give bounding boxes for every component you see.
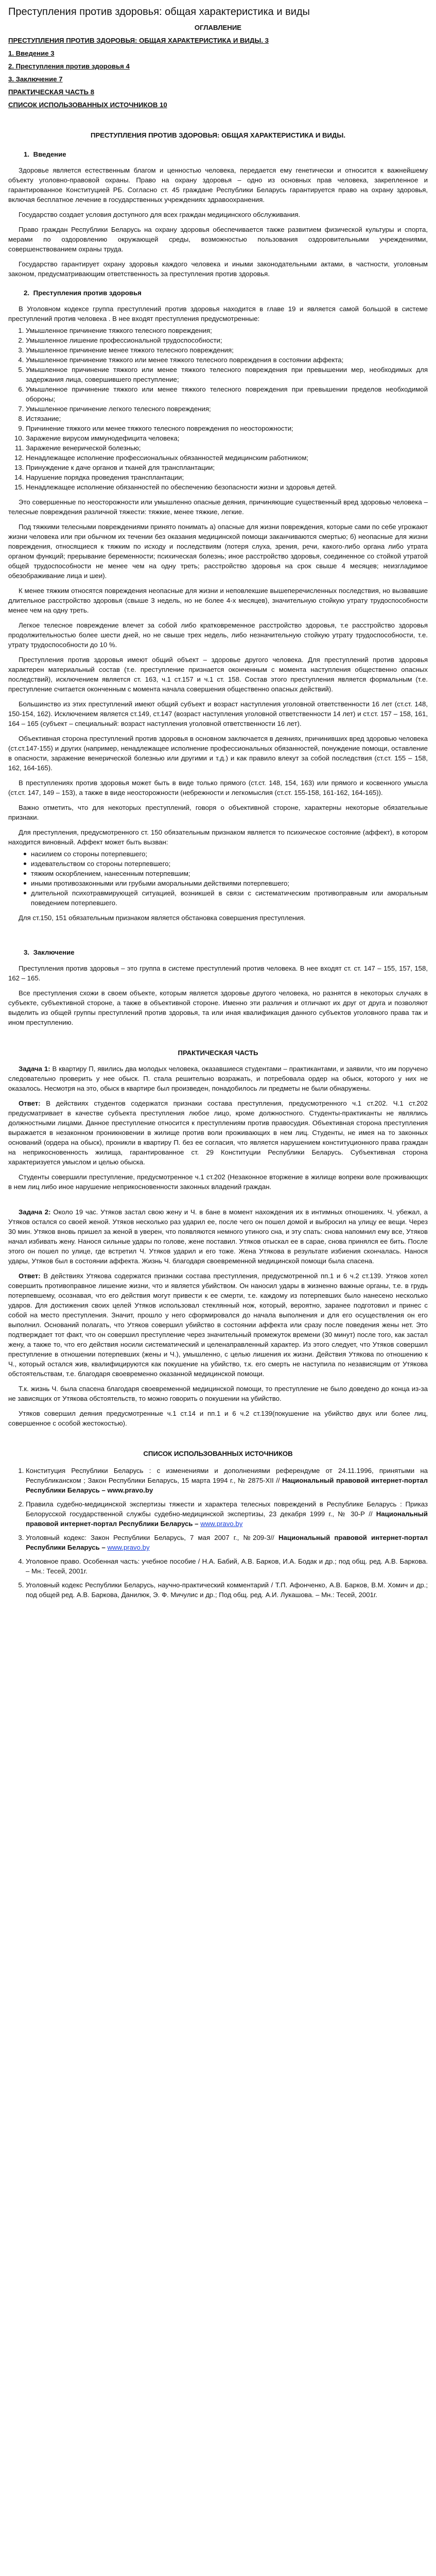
crimes-list [8, 326, 428, 492]
toc-link-crimes[interactable]: 2. Преступления против здоровья 4 [8, 62, 130, 70]
list-item: 12. Ненадлежащее исполнение профессиональных обязанностей медицинским работником; [26, 453, 428, 463]
affect-causes-list [8, 849, 428, 908]
list-item: 7. Умышленное причинение легкого телесного повреждения; [26, 404, 428, 414]
list-item: 6. Умышленное причинение тяжкого или менее тяжкого телесного повреждения при превышении пределов необходимой обороны; [26, 384, 428, 404]
crimes-number: 2. [24, 289, 29, 297]
paragraph: Это совершенные по неосторожности или умышленно опасные деяния, причиняющие существенный вред здоровью человека – телесные повреждения различной тяжести: тяжкие, менее тяжкие, легкие. [8, 498, 428, 516]
toc-link-practice[interactable]: ПРАКТИЧЕСКАЯ ЧАСТЬ 8 [8, 88, 95, 96]
paragraph: В преступлениях против здоровья может быть в виде только прямого (ст.ст. 148, 154, 163) или прямого и косвенного умысла (ст.ст. 147, 149 – 153), а также в виде неосторожности (небрежности и легкомыслия (ст.ст. 155-158, 161-162, 164-165)). [8, 779, 428, 796]
source-link[interactable]: www.pravo.by [107, 1544, 150, 1551]
main-heading: ПРЕСТУПЛЕНИЯ ПРОТИВ ЗДОРОВЬЯ: ОБЩАЯ ХАРАКТЕРИСТИКА И ВИДЫ. [90, 131, 345, 139]
table-of-contents [8, 23, 428, 110]
answer-2-text: В действиях Утякова содержатся признаки состава преступления, предусмотренной пп.1 и 6 ч.2 ст.139. Утяков хотел совершить противоправное лишение жизни, что и является убийством. Он наносил удары в жизненно важные органы, т.е. в грудь потерпевшему, осознавая, что его действия могут привести к ее смерти, т.е. каждому из потерпевших было нанесено несколько ударов. Для достижения своих целей Утяков использовал стеклянный нож, который, вероятно, заранее подготовил и принес с собой на место преступления. Значит, прошло у него сформировался до начала выполнения и для его осуществления он его выполнил. Оснований полагать, что Утяков совершил убийство в состоянии аффекта или сразу после поведения жены нет. Это подтверждает тот факт, что он совершил преступление через значительный промежуток времени (30 минут) после того, как застал жену, а также то, что его действия носили систематический и целенаправленный характер. Из этого следует, что Утяков совершил преступление в отношении потерпевших (жены и Ч.), умышленно, с целью лишения их жизни. Действия Утякова по отношению к Ч., который остался жив, квалифицируются как покушение на убийство, т.к. его смерть не наступила по независящим от Утякова обстоятельствам, т.е. благодаря своевременно оказанной медицинской помощи. [8, 1272, 428, 1378]
paragraph: Объективная сторона преступлений против здоровья в основном заключается в деяниях, причинивших вред здоровью человека (ст.ст.147-155) и других (например, ненадлежащее исполнение профессиональных обязанностей, понуждение помощи, оставление в опасности, заражение венерической болезнью или другими и т.д.) и как правило влекут за собой последствия (ст.ст. 155 – 158, 162, 164-165). [8, 735, 428, 772]
paragraph: Под тяжкими телесными повреждениями принято понимать а) опасные для жизни повреждения, которые сами по себе угрожают жизни человека или при обычном их течении без оказания медицинской помощи заканчиваются смертью; б) неопасные для жизни повреждения, относящиеся к тяжким по исходу и последствиям (потеря слуха, зрения, речи, какого-либо органа либо утрата органом функций; прерывание беременности; психическая болезнь; иное расстройство здоровья, соединенное со стойкой утратой общей трудоспособности не менее чем на одну треть; расстройство здоровья на срок свыше 4 месяцев; неизгладимое обезображивание лица и шеи). [8, 523, 428, 580]
answer-2-label: Ответ: [19, 1272, 41, 1280]
list-item: 9. Причинение тяжкого или менее тяжкого телесного повреждения по неосторожности; [26, 423, 428, 433]
paragraph: Преступления против здоровья имеют общий объект – здоровье другого человека. Для преступлений против здоровья характерен материальный состав (т.е. преступление признается оконченным с момента наступления общественно опасных последствий), исключением является ст. 163, ч.1 ст.157 и ч.1 ст. 158. Состав этого преступления является формальным (т.е. преступление считается оконченным с момента начала совершения общественно опасных действий). [8, 656, 428, 693]
list-item: 1. Умышленное причинение тяжкого телесного повреждения; [26, 326, 428, 335]
list-item: 2. Умышленное лишение профессиональной трудоспособности; [26, 335, 428, 345]
conclusion-number: 3. [24, 948, 29, 956]
paragraph: Все преступления схожи в своем объекте, которым является здоровье другого человека, но разнятся в некоторых случаях в субъекте, субъективной стороне, а также в объективной стороне. Именно эти различия и отличают их друг от друга и позволяют выделить из общей группы преступлений против здоровья, та или иная квалификация данного субъектов уголовного права так и ином преступлению. [8, 989, 428, 1026]
list-item: 11. Заражение венерической болезнью; [26, 443, 428, 453]
source-text: Правила судебно-медицинской экспертизы тяжести и характера телесных повреждений в Республике Беларусь : Приказ Белорусской государственной службы судебно-медицинской экспертизы, 23 декабря 1999 г., № 30-Р // [26, 1500, 428, 1518]
paragraph: Легкое телесное повреждение влечет за собой либо кратковременное расстройство здоровья, т.е расстройство здоровья продолжительностью более шести дней, но не свыше трех недель, либо незначительную стойкую утрату трудоспособности, т.е. утрату трудоспособности до 10 %. [8, 621, 428, 649]
crimes-title: Преступления против здоровья [33, 289, 142, 297]
toc-link-sources[interactable]: СПИСОК ИСПОЛЬЗОВАННЫХ ИСТОЧНИКОВ 10 [8, 101, 167, 109]
paragraph: Большинство из этих преступлений имеют общий субъект и возраст наступления уголовной ответственности 16 лет (ст.ст. 148, 150-154, 162). Исключением является ст.149, ст.147 (возраст наступления уголовной ответственности 14 лет) и ст.ст. 157 – 158, 161, 164 – 165 (субъект – специальный: возраст наступления уголовной ответственности 16 лет). [8, 700, 428, 727]
paragraph: Студенты совершили преступление, предусмотренное ч.1 ст.202 (Незаконное вторжение в жилище вопреки воле проживающих в нем лиц либо иное нарушение неприкосновенности законных владений граждан. [8, 1173, 428, 1191]
list-item: 4. Умышленное причинение тяжкого или менее тяжкого телесного повреждения в состоянии аффекта; [26, 355, 428, 365]
paragraph: К менее тяжким относятся повреждения неопасные для жизни и неповлекшие вышеперечисленных последствия, но вызвавшие длительное расстройство здоровья (свыше 3 недель, но не более 4-х месяцев), значительную стойкую утрату трудоспособности менее чем на одну треть. [8, 587, 428, 614]
task-1-text: В квартиру П, явились два молодых человека, оказавшиеся студентами – практикантами, и заявили, что им поручено следовательно проверить у нее обыск. П. стала решительно возражать, и потребовала ордер на обыск, которого у них не оказалось. Несмотря на это, обыск в квартире был произведен, понадобилось ли предметы не были обнаружены. [8, 1065, 428, 1092]
list-item: длительной психотравмирующей ситуацией, возникшей в связи с систематическим противоправным или аморальным поведением потерпевшего. [31, 889, 428, 907]
source-item [26, 1499, 428, 1529]
paragraph: В Уголовном кодексе группа преступлений против здоровья находится в главе 19 и является самой большой в системе преступлений против человека . В нее входят преступления предусмотренные: [8, 305, 428, 323]
paragraph: Здоровье является естественным благом и ценностью человека, передается ему генетически и относится к важнейшему объекту уголовно-правовой охраны. Право на охрану здоровья – одно из основных прав человека, закрепленное и гарантированное Конституцией РБ. Согласно ст. 45 граждане Республики Беларусь гарантируется право на охрану здоровья, включая бесплатное лечение в государственных учреждениях здравоохранения. [8, 166, 428, 204]
task-2-text: Около 19 час. Утяков застал свою жену и Ч. в бане в момент нахождения их в интимных отношениях. Ч. убежал, а Утяков остался со своей женой. Утяков несколько раз ударил ее, после чего он пошел домой и выбросил на улицу ее вещи. Через 30 мин. Утяков вновь пришел за женой в уверен, что появляются немного утиного сна, и эту спать: снова напомнил ему все, Утяков начал избивать жену. Нанося сильные удары по голове, жене поставил. Утяков отыскал ее в сарае, снова принялся ее бить. После этого он пошел по улице, где встретил Ч. Утяков ударил и его тоже. Жена Утякова в результате избиения скончалась. Нанося удары, Утяков был в состоянии аффекта. Жизнь Ч. благодаря своевременной медицинской помощи была спасена. [8, 1208, 428, 1265]
list-item: издевательством со стороны потерпевшего; [31, 859, 428, 869]
intro-title: Введение [33, 150, 66, 158]
practice-heading: ПРАКТИЧЕСКАЯ ЧАСТЬ [178, 1049, 258, 1057]
list-item: насилием со стороны потерпевшего; [31, 849, 428, 859]
list-item: 10. Заражение вирусом иммунодефицита человека; [26, 433, 428, 443]
task-1 [8, 1064, 428, 1093]
conclusion-title: Заключение [33, 948, 75, 956]
sources-heading: СПИСОК ИСПОЛЬЗОВАННЫХ ИСТОЧНИКОВ [143, 1450, 293, 1458]
paragraph: Государство создает условия доступного для всех граждан медицинского обслуживания. [19, 211, 301, 218]
list-item: 13. Принуждение к даче органов и тканей для трансплантации; [26, 463, 428, 472]
source-portal: Национальный правовой интернет-портал Республики Беларусь – [26, 1534, 428, 1551]
paragraph: Государство гарантирует охрану здоровья каждого человека и иными законодательными актами, в частности, уголовным законом, предусматривающим ответственность за преступления против здоровья. [8, 260, 428, 278]
answer-2 [8, 1271, 428, 1379]
source-text: Уголовный кодекс Республики Беларусь, научно-практический комментарий / Т.П. Афонченко, А.В. Барков, В.М. Хомич и др.; под общей ред. А.В. Баркова, Данилюк, Э. Ф. Мичулис и др.; Под общ. ред. А.И. Лукашова. – Мн.: Тесей, 2001г. [26, 1581, 428, 1599]
crimes-heading [24, 288, 428, 298]
intro-heading [24, 149, 428, 159]
answer-1 [8, 1098, 428, 1167]
list-item: тяжким оскорблением, нанесенным потерпевшим; [31, 869, 428, 878]
toc-link-introduction[interactable]: 1. Введение 3 [8, 49, 55, 57]
paragraph: Преступления против здоровья – это группа в системе преступлений против человека. В нее входят ст. ст. 147 – 155, 157, 158, 162 – 165. [8, 964, 428, 982]
toc-link-main[interactable]: ПРЕСТУПЛЕНИЯ ПРОТИВ ЗДОРОВЬЯ: ОБЩАЯ ХАРАКТЕРИСТИКА И ВИДЫ. 3 [8, 37, 269, 44]
paragraph: Т.к. жизнь Ч. была спасена благодаря своевременной медицинской помощи, то преступление не было доведено до конца из-за не зависящих от Утякова обстоятельств, то можно говорить о покушении на убийство. [8, 1385, 428, 1402]
source-text: Конституция Республики Беларусь : с изменениями и дополнениями референдуме от 24.11.1996, принятыми на Республиканском ; Закон Республики Беларусь, 15 марта 1994 г., № 2875-XII // [26, 1467, 428, 1484]
source-item [26, 1556, 428, 1576]
list-item: 15. Ненадлежащее исполнение обязанностей по обеспечению безопасности жизни и здоровья детей. [26, 482, 428, 492]
source-text: Уголовное право. Особенная часть: учебное пособие / Н.А. Бабий, А.В. Барков, И.А. Бодак и др.; под общ. ред. А.В. Баркова. – Мн.: Тесей, 2001г. [26, 1557, 428, 1575]
paragraph: Важно отметить, что для некоторых преступлений, говоря о объективной стороне, характерны некоторые обязательные признаки. [8, 804, 428, 821]
list-item: 14. Нарушение порядка проведения трансплантации; [26, 472, 428, 482]
list-item: 3. Умышленное причинение менее тяжкого телесного повреждения; [26, 345, 428, 355]
intro-number: 1. [24, 150, 29, 158]
answer-1-text: В действиях студентов содержатся признаки состава преступления, предусмотренного ч.1 ст.202. Ч.1 ст.202 предусматривает в качестве субъекта преступления любое лицо, кроме должностного. Студенты-практиканты не являлись должностными лицами. Данное преступление относится к преступлениям против правосудия. Объективная сторона преступления выражается в незаконном проникновении в жилище против воли проживающих в нем лиц. Студенты, не имея на то законных оснований (ордера на обыск), проникли в квартиру П. без ее согласия, что является нарушением конституционного права граждан на неприкосновенность жилища, гарантированное ст. 29 Конституции Республики Беларусь. Субъективная сторона характеризуется умыслом и целью обыска. [8, 1099, 428, 1166]
task-1-label: Задача 1: [19, 1065, 50, 1073]
paragraph: Для преступления, предусмотренного ст. 150 обязательным признаком является то психическое состояние (аффект), в котором находится виновный. Аффект может быть вызван: [8, 828, 428, 846]
toc-heading: ОГЛАВЛЕНИЕ [194, 24, 242, 31]
conclusion-heading [24, 947, 428, 957]
paragraph: Право граждан Республики Беларусь на охрану здоровья обеспечивается также развитием физической культуры и спорта, мерами по оздоровлению окружающей среды, возможностью пользования оздоровительными учреждениями, совершенствованием охраны труда. [8, 226, 428, 253]
list-item: 8. Истязание; [26, 414, 428, 423]
source-link[interactable]: www.pravo.by [200, 1520, 243, 1528]
answer-1-label: Ответ: [19, 1099, 41, 1107]
source-portal: Национальный правовой интернет-портал Республики Беларусь – [26, 1510, 428, 1528]
task-2 [8, 1207, 428, 1266]
list-item: иными противозаконными или грубыми аморальными действиями потерпевшего; [31, 878, 428, 888]
source-item [26, 1533, 428, 1552]
source-portal: Национальный правовой интернет-портал Республики Беларусь – www.pravo.by [26, 1477, 428, 1494]
list-item: 5. Умышленное причинение тяжкого или менее тяжкого телесного повреждения при превышении мер, необходимых для задержания лица, совершившего преступление; [26, 365, 428, 384]
page-title: Преступления против здоровья: общая характеристика и виды [8, 6, 310, 18]
paragraph: Для ст.150, 151 обязательным признаком является обстановка совершения преступления. [19, 914, 306, 922]
task-2-label: Задача 2: [19, 1208, 51, 1216]
toc-link-conclusion[interactable]: 3. Заключение 7 [8, 75, 63, 83]
paragraph: Утяков совершил деяния предусмотренные ч.1 ст.14 и пп.1 и 6 ч.2 ст.139(покушение на убийство двух или более лиц, совершенное с особой жестокостью). [8, 1410, 428, 1427]
source-item [26, 1580, 428, 1600]
source-text: Уголовный кодекс: Закон Республики Беларусь, 7 мая 2007 г., №209-З// [26, 1534, 278, 1541]
sources-list [8, 1466, 428, 1600]
source-item [26, 1466, 428, 1495]
